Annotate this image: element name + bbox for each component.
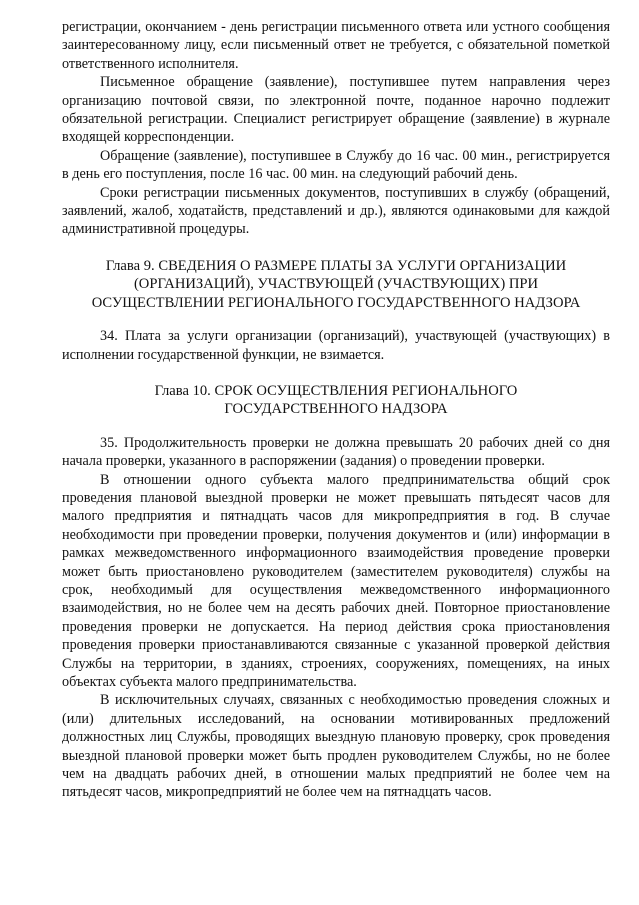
paragraph-34: 34. Плата за услуги организации (организаций), участвующей (участвующих) в исполнении государственной функции, не взимается. — [62, 328, 610, 363]
paragraph-35: 35. Продолжительность проверки не должна превышать 20 рабочих дней со дня начала проверки, указанного в распоряжении (задания) о проведении проверки. — [62, 434, 610, 470]
paragraph-registration-terms: Сроки регистрации письменных документов, поступивших в службу (обращений, заявлений, жалоб, ходатайств, представлений и др.), являются одинаковыми для каждой административной процедуры. — [62, 184, 610, 238]
chapter-9-heading — [62, 257, 610, 312]
chapter-10-heading-line-2: ГОСУДАРСТВЕННОГО НАДЗОРА — [224, 401, 448, 418]
paragraph-exceptional-cases: В исключительных случаях, связанных с необходимостью проведения сложных и (или) длительных исследований, на основании мотивированных предложений должностных лиц Службы, проводящих выездную плановую проверку, срок проведения выездной плановой проверки может быть продлен руководителем Службы, но не более чем на двадцать рабочих дней, в отношении малых предприятий не более чем на пятьдесят часов, микропредприятий не более чем на пятнадцать часов. — [62, 692, 610, 801]
chapter-10-heading-line-1: Глава 10. СРОК ОСУЩЕСТВЛЕНИЯ РЕГИОНАЛЬНОГО — [154, 382, 518, 399]
paragraph-small-business-term: В отношении одного субъекта малого предпринимательства общий срок проведения плановой выездной проверки не может превышать пятьдесят часов для малого предприятия и пятнадцать часов для микропредприятия в год. В случае необходимости при проведении проверки, получения документов и (или) информации в рамках межведомственного информационного взаимодействия проведение проверки может быть приостановлено руководителем (заместителем руководителя) службы на срок, необходимый для осуществления межведомственного информационного взаимодействия, но не более чем на десять рабочих дней. Повторное приостановление проведения проверки не допускается. На период действия срока приостановления проведения проверки приостанавливаются связанные с указанной проверкой действия Службы на территории, в зданиях, строениях, сооружениях, помещениях, на иных объектах субъекта малого предпринимательства. — [62, 471, 610, 690]
chapter-10-heading — [62, 382, 610, 419]
chapter-9-heading-line-2: (ОРГАНИЗАЦИЙ), УЧАСТВУЮЩЕЙ (УЧАСТВУЮЩИХ) ПРИ — [133, 276, 539, 293]
document-page — [62, 18, 610, 802]
chapter-9-heading-line-1: Глава 9. СВЕДЕНИЯ О РАЗМЕРЕ ПЛАТЫ ЗА УСЛУГИ ОРГАНИЗАЦИИ — [105, 257, 567, 274]
paragraph-appeal-deadline: Обращение (заявление), поступившее в Службу до 16 час. 00 мин., регистрируется в день его поступления, после 16 час. 00 мин. на следующий рабочий день. — [62, 147, 610, 183]
paragraph-written-appeal: Письменное обращение (заявление), поступившее путем направления через организацию почтовой связи, по электронной почте, поданное нарочно подлежит обязательной регистрации. Специалист регистрирует обращение (заявление) в журнале входящей корреспонденции. — [62, 74, 610, 146]
paragraph-registration-end: регистрации, окончанием - день регистрации письменного ответа или устного сообщения заинтересованному лицу, если письменный ответ не требуется, с обязательной пометкой ответственного исполнителя. — [62, 19, 610, 72]
chapter-9-heading-line-3: ОСУЩЕСТВЛЕНИИ РЕГИОНАЛЬНОГО ГОСУДАРСТВЕННОГО НАДЗОРА — [91, 294, 581, 311]
